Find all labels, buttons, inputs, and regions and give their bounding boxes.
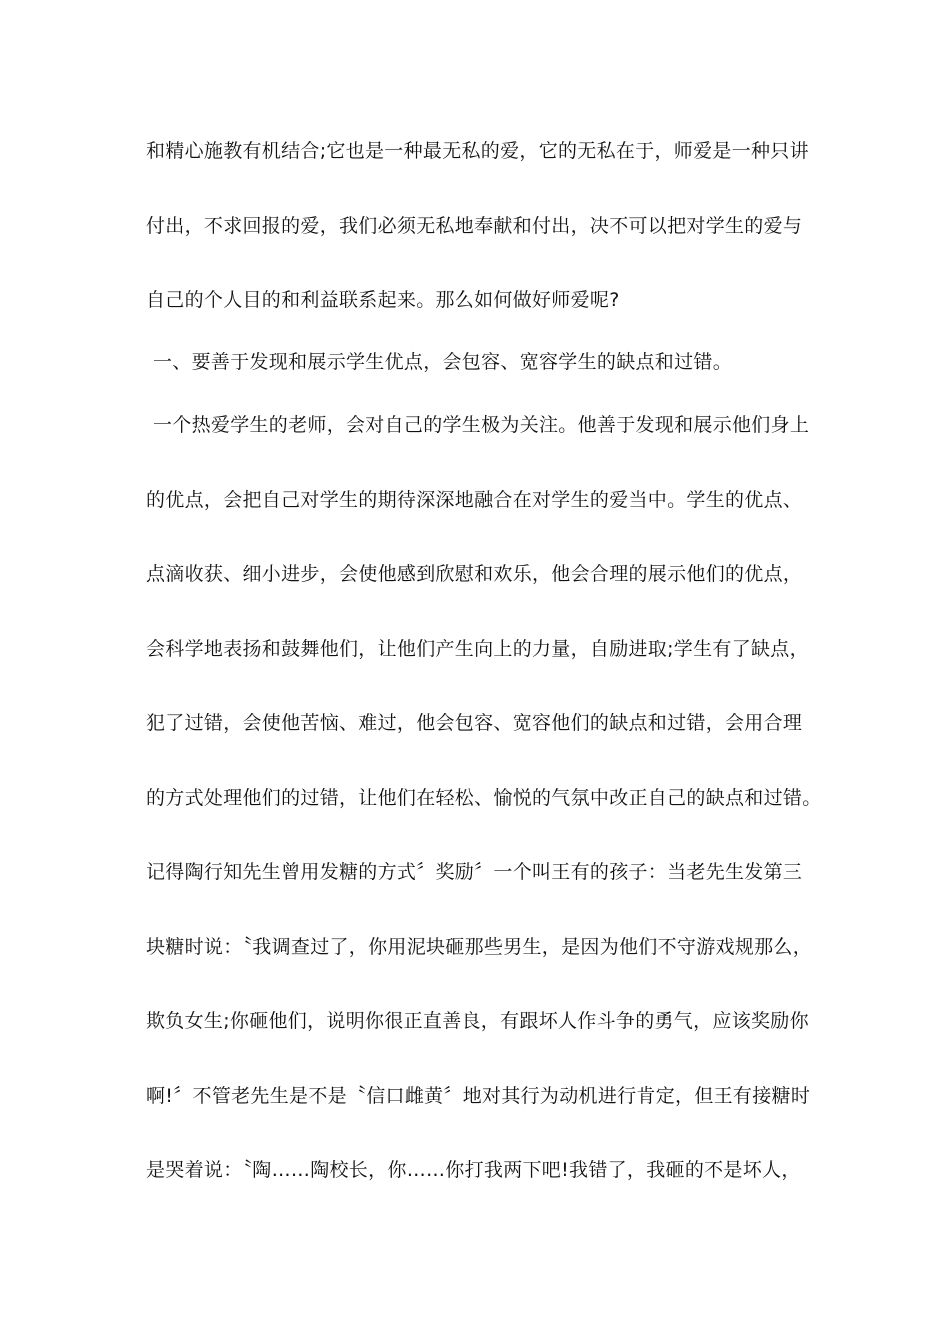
text-line: 的方式处理他们的过错，让他们在轻松、愉悦的气氛中改正自己的缺点和过错。 — [146, 787, 822, 809]
text-line: 点滴收获、细小进步，会使他感到欣慰和欢乐，他会合理的展示他们的优点， — [146, 563, 803, 585]
text-line: 和精心施教有机结合;它也是一种最无私的爱，它的无私在于，师爱是一种只讲 — [146, 140, 809, 162]
text-line: 一个热爱学生的老师，会对自己的学生极为关注。他善于发现和展示他们身上 — [153, 414, 810, 436]
text-line: 块糖时说：〝我调查过了，你用泥块砸那些男生，是因为他们不守游戏规那么， — [146, 936, 813, 958]
text-line: 付出，不求回报的爱，我们必须无私地奉献和付出，决不可以把对学生的爱与 — [146, 215, 803, 237]
text-line: 的优点，会把自己对学生的期待深深地融合在对学生的爱当中。学生的优点、 — [146, 489, 803, 511]
text-line: 啊!〞不管老先生是不是〝信口雌黄〞地对其行为动机进行肯定，但王有接糖时 — [146, 1085, 811, 1107]
text-line: 自己的个人目的和利益联系起来。那么如何做好师爱呢? — [146, 289, 620, 311]
text-line: 欺负女生;你砸他们，说明你很正直善良，有跟坏人作斗争的勇气，应该奖励你 — [146, 1010, 809, 1032]
text-line: 犯了过错，会使他苦恼、难过，他会包容、宽容他们的缺点和过错，会用合理 — [146, 712, 803, 734]
section-heading: 一、要善于发现和展示学生优点，会包容、宽容学生的缺点和过错。 — [153, 351, 733, 373]
text-line: 记得陶行知先生曾用发糖的方式〞奖励〞一个叫王有的孩子：当老先生发第三 — [146, 861, 803, 883]
text-line: 会科学地表扬和鼓舞他们，让他们产生向上的力量，自励进取;学生有了缺点， — [146, 638, 809, 660]
text-line: 是哭着说：〝陶……陶校长，你……你打我两下吧!我错了，我砸的不是坏人， — [146, 1159, 801, 1181]
